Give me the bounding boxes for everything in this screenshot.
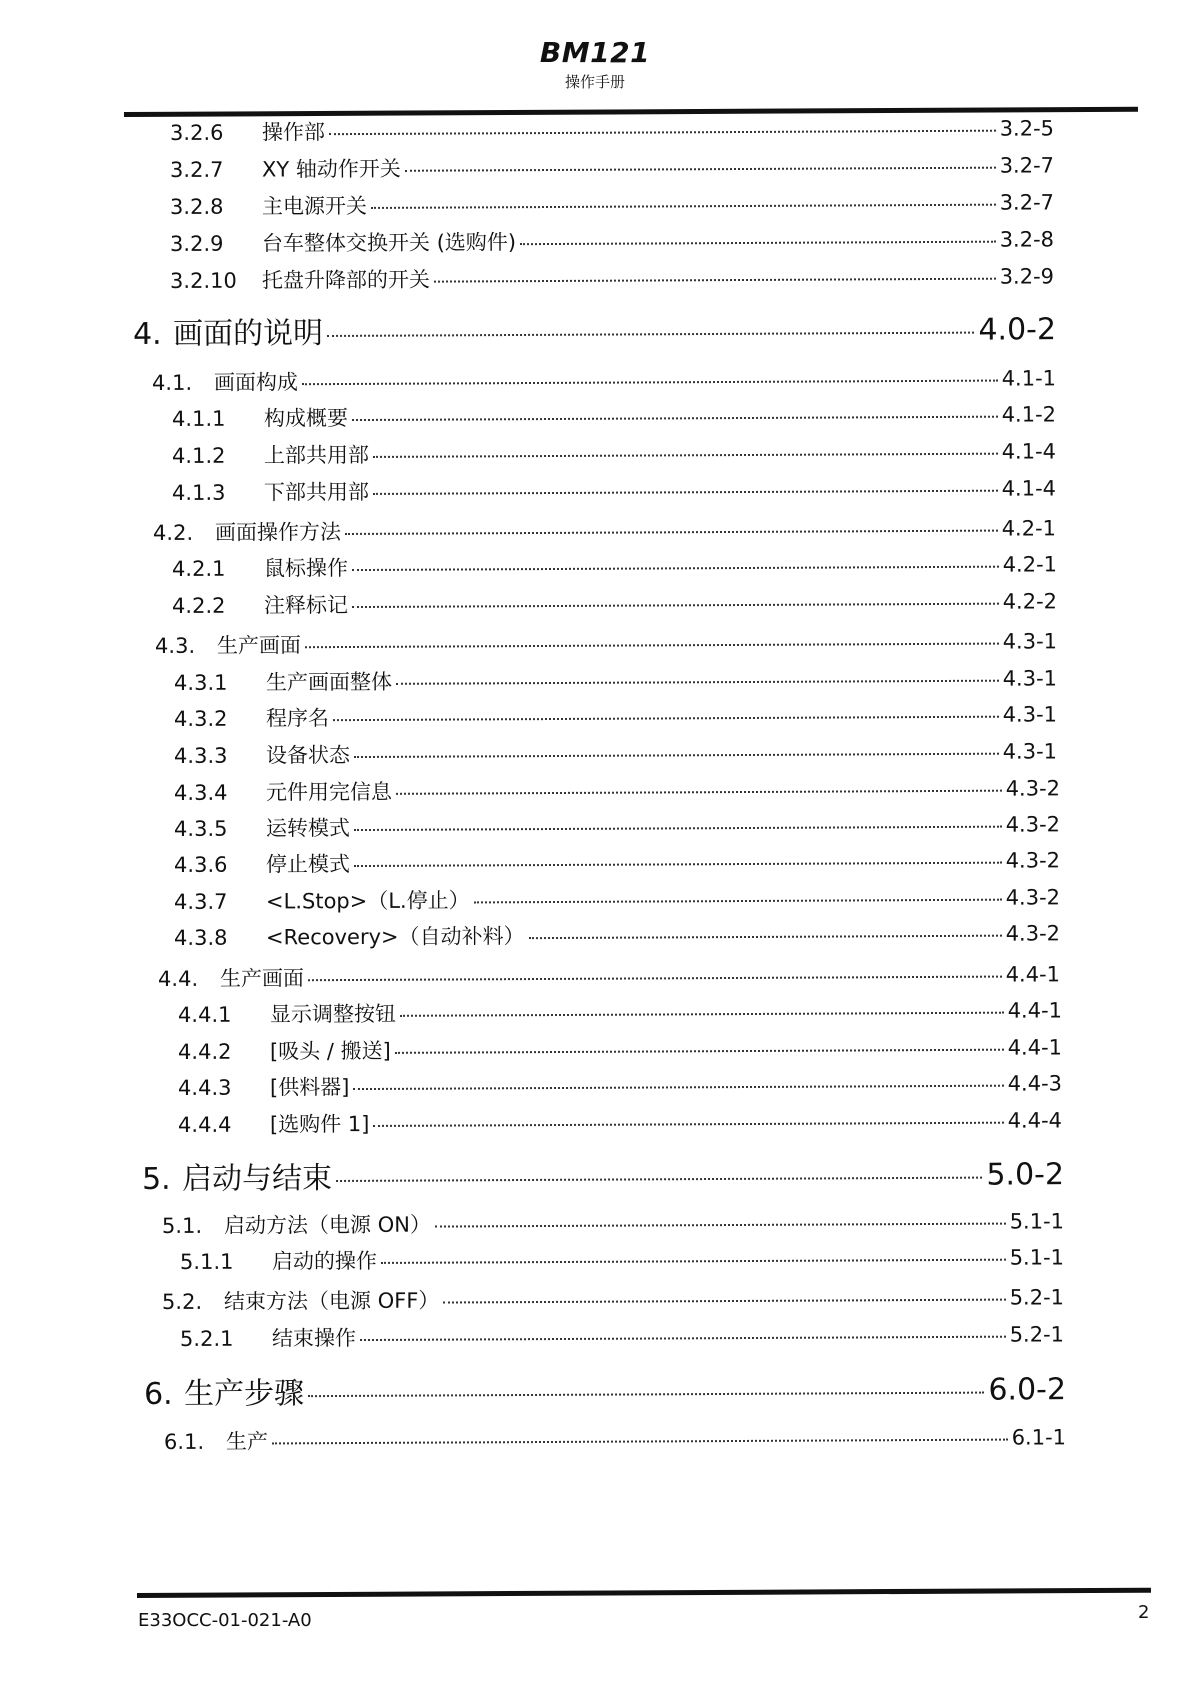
toc-leader-dots [327, 332, 974, 337]
toc-leader-dots [381, 1259, 1006, 1264]
toc-title: 构成概要 [263, 406, 349, 431]
toc-title: 画面的说明 [172, 316, 324, 352]
toc-title: 生产画面整体 [265, 669, 393, 695]
document-subtitle: 操作手册 [564, 73, 625, 91]
toc-number: 5.1.1 [179, 1249, 234, 1274]
toc-page-ref: 4.3-1 [1002, 739, 1058, 764]
toc-subsection [170, 112, 1054, 145]
toc-section [162, 1281, 1064, 1314]
toc-title: 启动的操作 [271, 1248, 378, 1274]
toc-number: 4.3.5 [173, 816, 228, 841]
toc-page-ref: 4.2-1 [1001, 516, 1057, 541]
toc-number: 6.1. [163, 1429, 205, 1454]
toc-number: 5. [141, 1161, 171, 1197]
toc-number: 4.3.7 [173, 889, 228, 914]
toc-number: 4.3.1 [173, 670, 228, 695]
toc-title: [吸头 / 搬送] [269, 1038, 391, 1064]
toc-title: 操作部 [261, 120, 326, 145]
toc-leader-dots [373, 490, 998, 495]
toc-leader-dots [308, 976, 1002, 982]
toc-page-ref: 5.2-1 [1009, 1285, 1065, 1310]
toc-subsection [174, 698, 1057, 731]
toc-leader-dots [396, 680, 999, 685]
toc-page-ref: 5.2-1 [1009, 1322, 1065, 1347]
toc-page-ref: 3.2-5 [999, 116, 1055, 141]
toc-page-ref: 4.2-2 [1002, 589, 1058, 614]
toc-subsection [172, 472, 1056, 505]
toc-leader-dots [354, 862, 1002, 867]
toc-number: 4.3.4 [173, 780, 228, 805]
toc-page-ref: 4.4-1 [1005, 962, 1061, 987]
toc-title: 生产画面 [216, 633, 302, 658]
toc-leader-dots [520, 241, 996, 245]
toc-leader-dots [345, 530, 998, 535]
toc-number: 4.3.3 [173, 743, 228, 768]
toc-subsection [170, 260, 1054, 293]
toc-page-ref: 4.3-2 [1005, 776, 1061, 801]
document-code: E33OCC-01-021-A0 [138, 1610, 312, 1631]
toc-page-ref: 4.1-4 [1001, 476, 1057, 501]
toc-page-ref: 4.3-2 [1005, 812, 1061, 837]
toc-title: 下部共用部 [263, 479, 370, 505]
toc-subsection [174, 917, 1060, 950]
toc-title: 停止模式 [265, 852, 351, 877]
toc-title: 结束方法（电源 OFF） [223, 1288, 440, 1314]
toc-section [153, 512, 1056, 545]
toc-number: 3.2.8 [169, 194, 224, 219]
toc-subsection [172, 435, 1056, 468]
toc-title: 生产步骤 [183, 1376, 305, 1412]
toc-leader-dots [354, 753, 999, 758]
toc-subsection [170, 186, 1054, 219]
toc-page-ref: 5.1-1 [1009, 1209, 1065, 1234]
toc-number: 4.2.2 [171, 593, 226, 618]
toc-title: 程序名 [265, 706, 330, 731]
toc-page-ref: 4.4-1 [1007, 1035, 1063, 1060]
toc-page-ref: 4.4-1 [1007, 998, 1063, 1023]
toc-subsection [178, 994, 1062, 1027]
toc-number: 4.4. [157, 966, 199, 991]
toc-subsection [172, 398, 1056, 431]
toc-page-ref: 3.2-7 [999, 153, 1055, 178]
toc-page-ref: 4.4-3 [1007, 1071, 1063, 1096]
toc-subsection [180, 1318, 1064, 1351]
toc-leader-dots [308, 1392, 984, 1398]
toc-title: 元件用完信息 [265, 779, 393, 805]
toc-page-ref: 3.2-8 [999, 227, 1055, 252]
toc-leader-dots [329, 130, 996, 135]
toc-section [158, 958, 1060, 991]
toc-page-ref: 4.3-1 [1002, 702, 1058, 727]
toc-title: 生产 [225, 1429, 269, 1454]
toc-subsection [170, 223, 1054, 256]
toc-chapter [132, 304, 1057, 352]
toc-number: 4.1.2 [171, 443, 226, 468]
toc-section [152, 362, 1056, 395]
toc-title: 生产画面 [219, 966, 305, 991]
toc-number: 4.4.1 [177, 1002, 232, 1027]
toc-page-ref: 4.4-4 [1007, 1108, 1063, 1133]
page-number: 2 [1138, 1602, 1150, 1623]
toc-title: 设备状态 [265, 743, 351, 768]
toc-page-ref: 4.1-2 [1001, 402, 1057, 427]
toc-title: 启动与结束 [181, 1161, 333, 1197]
toc-title: 托盘升降部的开关 [261, 267, 431, 293]
toc-title: XY 轴动作开关 [261, 156, 401, 182]
toc-title: 注释标记 [263, 593, 349, 618]
toc-subsection [172, 585, 1057, 618]
toc-page-ref: 5.1-1 [1009, 1245, 1065, 1270]
toc-number: 3.2.10 [169, 268, 237, 293]
toc-leader-dots [353, 1085, 1003, 1090]
toc-page-ref: 6.1-1 [1011, 1425, 1067, 1450]
toc-title: [供料器] [269, 1075, 350, 1100]
toc-leader-dots [371, 204, 996, 209]
toc-leader-dots [529, 935, 1002, 939]
toc-page-ref: 4.3-2 [1005, 921, 1061, 946]
toc-page-ref: 5.0-2 [986, 1157, 1065, 1193]
toc-number: 4.4.4 [177, 1112, 232, 1137]
toc-number: 4.3.8 [173, 925, 228, 950]
toc-page-ref: 3.2-7 [999, 190, 1055, 215]
toc-subsection [178, 1067, 1062, 1100]
toc-number: 4.4.2 [177, 1039, 232, 1064]
toc-subsection [174, 881, 1060, 914]
toc-title: 运转模式 [265, 816, 351, 841]
toc-number: 4.1.3 [171, 480, 226, 505]
toc-subsection [174, 844, 1060, 877]
toc-page-ref: 4.3-2 [1005, 885, 1061, 910]
toc-title: 画面构成 [213, 370, 299, 395]
toc-number: 4.3.6 [173, 852, 228, 877]
toc-leader-dots [373, 1122, 1003, 1127]
toc-number: 3.2.7 [169, 157, 224, 182]
toc-section [162, 1205, 1064, 1238]
toc-subsection [174, 808, 1060, 841]
toc-title: 结束操作 [271, 1326, 357, 1351]
toc-leader-dots [272, 1439, 1008, 1445]
toc-title: 画面操作方法 [214, 520, 342, 545]
toc-subsection [174, 772, 1060, 805]
toc-subsection [170, 149, 1054, 182]
toc-page-ref: 3.2-9 [999, 264, 1055, 289]
toc-title: 显示调整按钮 [269, 1001, 397, 1027]
toc-title: 上部共用部 [263, 442, 370, 468]
toc-leader-dots [352, 416, 998, 421]
toc-subsection [178, 1104, 1062, 1137]
toc-number: 6. [143, 1376, 173, 1412]
toc-subsection [174, 662, 1057, 695]
toc-title: [选购件 1] [269, 1111, 370, 1137]
toc-leader-dots [302, 380, 998, 386]
toc-leader-dots [336, 1177, 982, 1182]
toc-number: 3.2.9 [169, 231, 224, 256]
toc-leader-dots [400, 1012, 1004, 1017]
toc-number: 4.3.2 [173, 706, 228, 731]
toc-page-ref: 4.3-2 [1005, 848, 1061, 873]
toc-title: 主电源开关 [261, 193, 368, 219]
toc-leader-dots [354, 826, 1002, 831]
toc-leader-dots [352, 566, 999, 571]
toc-number: 4.3. [154, 633, 196, 658]
toc-number: 4.1. [151, 370, 193, 395]
toc-subsection [172, 548, 1057, 581]
toc-number: 4.1.1 [171, 406, 226, 431]
toc-page-ref: 6.0-2 [988, 1372, 1067, 1408]
document-title: BM121 [539, 36, 651, 69]
toc-title: 台车整体交换开关 (选购件) [261, 230, 517, 256]
toc-subsection [180, 1241, 1064, 1274]
toc-leader-dots [360, 1336, 1006, 1341]
toc-number: 4.4.3 [177, 1075, 232, 1100]
toc-leader-dots [333, 716, 999, 721]
toc-page-ref: 4.1-4 [1001, 439, 1057, 464]
toc-section [155, 625, 1057, 658]
toc-page-ref: 4.1-1 [1001, 366, 1057, 391]
toc-page-ref: 4.0-2 [978, 312, 1057, 348]
toc-leader-dots [352, 603, 999, 608]
toc-page-ref: 4.3-1 [1002, 629, 1058, 654]
toc-number: 4.2. [152, 520, 194, 545]
toc-number: 4. [132, 316, 162, 352]
toc-page-ref: 4.2-1 [1002, 552, 1058, 577]
toc-number: 5.2.1 [179, 1326, 234, 1351]
toc-leader-dots [434, 278, 996, 283]
toc-title: <L.Stop>（L.停止） [265, 888, 470, 914]
toc-title: <Recovery>（自动补料） [265, 924, 525, 950]
toc-title: 启动方法（电源 ON） [223, 1212, 431, 1238]
toc-number: 5.1. [161, 1213, 203, 1238]
toc-leader-dots [474, 899, 1002, 904]
toc-leader-dots [305, 643, 999, 649]
toc-subsection [178, 1031, 1062, 1064]
toc-number: 3.2.6 [169, 120, 224, 145]
toc-number: 4.2.1 [171, 556, 226, 581]
toc-title: 鼠标操作 [263, 556, 349, 581]
toc-chapter [141, 1149, 1065, 1197]
toc-section [164, 1421, 1066, 1454]
toc-page-ref: 4.3-1 [1002, 666, 1058, 691]
toc-leader-dots [405, 167, 996, 172]
toc-leader-dots [396, 790, 1002, 795]
toc-leader-dots [373, 453, 998, 458]
toc-number: 5.2. [161, 1289, 203, 1314]
toc-leader-dots [443, 1299, 1005, 1304]
toc-chapter [143, 1364, 1067, 1412]
toc-leader-dots [435, 1223, 1006, 1228]
toc-leader-dots [395, 1049, 1004, 1054]
toc-subsection [174, 735, 1057, 768]
